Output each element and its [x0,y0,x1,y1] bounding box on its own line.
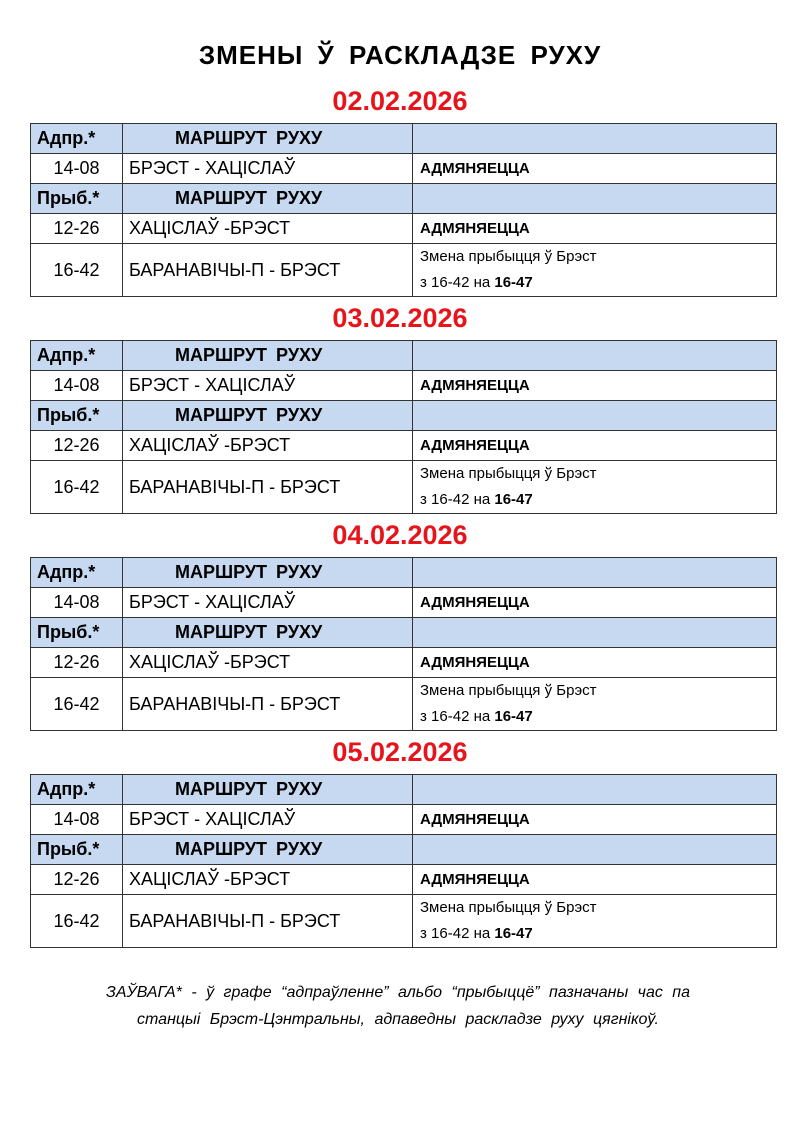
note-column-header [413,184,777,214]
route-cell: БАРАНАВІЧЫ-П - БРЭСТ [123,895,413,948]
status-cell [413,244,777,297]
departure-column-header: Адпр.* [31,775,123,805]
date-heading: 02.02.2026 [332,86,468,116]
route-column-header: МАРШРУТ РУХУ [123,558,413,588]
date-heading: 03.02.2026 [332,303,468,333]
table-row [31,371,777,401]
note-column-header [413,341,777,371]
table-row [31,805,777,835]
status-cell: АДМЯНЯЕЦЦА [413,154,777,184]
route-column-header: МАРШРУТ РУХУ [123,618,413,648]
schedule-table [30,123,777,297]
time-cell: 16-42 [31,244,123,297]
arrival-column-header: Прыб.* [31,618,123,648]
change-time-line [420,487,770,513]
schedule-table [30,557,777,731]
arrival-column-header: Прыб.* [31,835,123,865]
new-time-text: 16-47 [494,708,533,725]
route-column-header: МАРШРУТ РУХУ [123,124,413,154]
old-time-text: з 16-42 на [420,925,495,942]
route-cell: БАРАНАВІЧЫ-П - БРЭСТ [123,461,413,514]
table-row [31,431,777,461]
departure-header-row [31,558,777,588]
departure-column-header: Адпр.* [31,558,123,588]
time-cell: 14-08 [31,588,123,618]
table-row [31,588,777,618]
new-time-text: 16-47 [494,274,533,291]
route-column-header: МАРШРУТ РУХУ [123,341,413,371]
status-cell: АДМЯНЯЕЦЦА [413,214,777,244]
change-time-line [420,704,770,730]
time-cell: 12-26 [31,214,123,244]
page-title: ЗМЕНЫ Ў РАСКЛАДЗЕ РУХУ [198,40,602,70]
route-cell: БАРАНАВІЧЫ-П - БРЭСТ [123,678,413,731]
route-column-header: МАРШРУТ РУХУ [123,835,413,865]
departure-header-row [31,341,777,371]
change-time-line [420,270,770,296]
change-note-line: Змена прыбыцця ў Брэст [420,248,597,265]
departure-header-row [31,124,777,154]
note-column-header [413,124,777,154]
arrival-header-row [31,835,777,865]
arrival-header-row [31,401,777,431]
change-note-line: Змена прыбыцця ў Брэст [420,682,597,699]
change-note-line: Змена прыбыцця ў Брэст [420,899,597,916]
table-row [31,461,777,514]
old-time-text: з 16-42 на [420,274,495,291]
table-row [31,244,777,297]
arrival-header-row [31,184,777,214]
status-cell: АДМЯНЯЕЦЦА [413,648,777,678]
table-row [31,154,777,184]
note-column-header [413,775,777,805]
footnote [48,979,748,1033]
change-time-line [420,921,770,947]
departure-header-row [31,775,777,805]
route-cell: БРЭСТ - ХАЦІСЛАЎ [123,371,413,401]
route-column-header: МАРШРУТ РУХУ [123,401,413,431]
time-cell: 12-26 [31,648,123,678]
route-cell: ХАЦІСЛАЎ -БРЭСТ [123,214,413,244]
time-cell: 14-08 [31,805,123,835]
status-cell [413,895,777,948]
departure-column-header: Адпр.* [31,124,123,154]
footnote-line: станцыі Брэст-Цэнтральны, адпаведны раскладзе руху цягнікоў. [137,1011,659,1028]
route-cell: ХАЦІСЛАЎ -БРЭСТ [123,431,413,461]
route-cell: ХАЦІСЛАЎ -БРЭСТ [123,648,413,678]
time-cell: 12-26 [31,865,123,895]
time-cell: 16-42 [31,678,123,731]
schedule-table [30,774,777,948]
table-row [31,895,777,948]
status-cell [413,678,777,731]
status-cell: АДМЯНЯЕЦЦА [413,431,777,461]
time-cell: 16-42 [31,895,123,948]
route-column-header: МАРШРУТ РУХУ [123,775,413,805]
old-time-text: з 16-42 на [420,708,495,725]
time-cell: 14-08 [31,154,123,184]
arrival-header-row [31,618,777,648]
new-time-text: 16-47 [494,491,533,508]
table-row [31,865,777,895]
note-column-header [413,835,777,865]
route-column-header: МАРШРУТ РУХУ [123,184,413,214]
note-column-header [413,401,777,431]
status-cell: АДМЯНЯЕЦЦА [413,588,777,618]
time-cell: 16-42 [31,461,123,514]
status-cell [413,461,777,514]
date-heading: 04.02.2026 [332,520,468,550]
route-cell: БАРАНАВІЧЫ-П - БРЭСТ [123,244,413,297]
note-column-header [413,558,777,588]
change-note-line: Змена прыбыцця ў Брэст [420,465,597,482]
arrival-column-header: Прыб.* [31,184,123,214]
table-row [31,678,777,731]
schedule-table [30,340,777,514]
date-heading: 05.02.2026 [332,737,468,767]
table-row [31,214,777,244]
status-cell: АДМЯНЯЕЦЦА [413,865,777,895]
route-cell: ХАЦІСЛАЎ -БРЭСТ [123,865,413,895]
departure-column-header: Адпр.* [31,341,123,371]
arrival-column-header: Прыб.* [31,401,123,431]
footnote-line: ЗАЎВАГА* - ў графе “адпраўленне” альбо “прыбыццё” пазначаны час па [106,984,690,1001]
route-cell: БРЭСТ - ХАЦІСЛАЎ [123,588,413,618]
route-cell: БРЭСТ - ХАЦІСЛАЎ [123,805,413,835]
status-cell: АДМЯНЯЕЦЦА [413,805,777,835]
old-time-text: з 16-42 на [420,491,495,508]
new-time-text: 16-47 [494,925,533,942]
time-cell: 14-08 [31,371,123,401]
time-cell: 12-26 [31,431,123,461]
route-cell: БРЭСТ - ХАЦІСЛАЎ [123,154,413,184]
status-cell: АДМЯНЯЕЦЦА [413,371,777,401]
table-row [31,648,777,678]
note-column-header [413,618,777,648]
